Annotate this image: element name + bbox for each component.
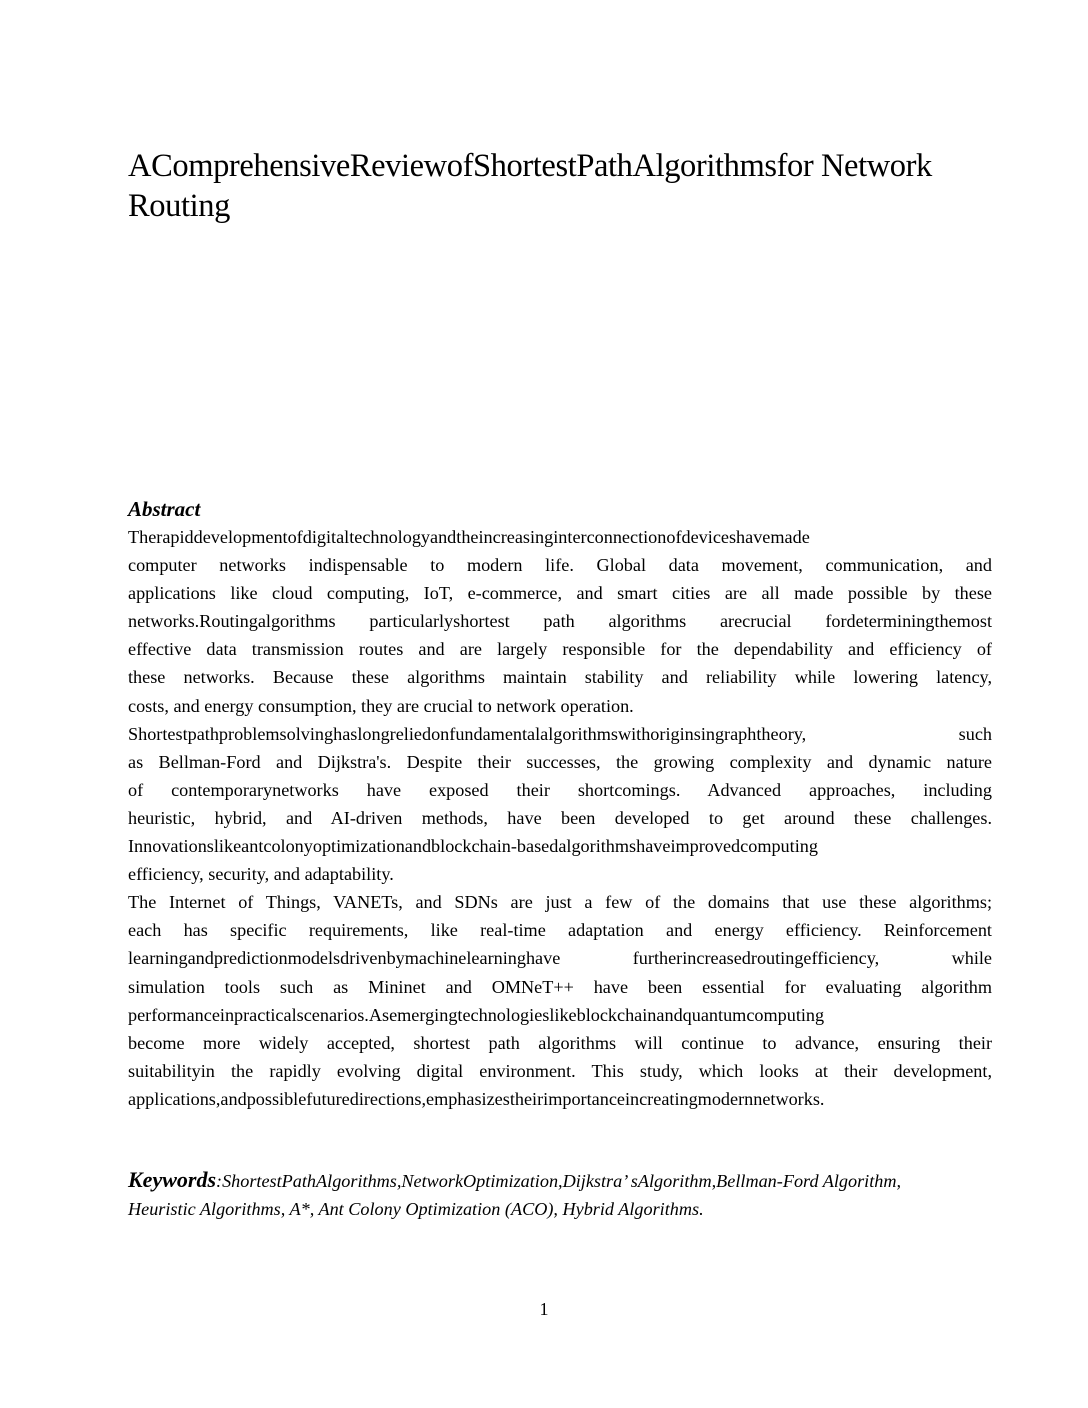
- paper-title: [128, 146, 968, 226]
- abstract-line: networks.Routingalgorithms particularlyshortest path algorithms arecrucial fordeterminingthemost: [128, 611, 992, 632]
- abstract-line: heuristic, hybrid, and AI-driven methods, have been developed to get around these challenges.: [128, 807, 992, 828]
- keywords-text: ShortestPathAlgorithms,NetworkOptimization,Dijkstra’ sAlgorithm,Bellman-Ford Algorithm, Heuristic Algorithms, A*, Ant Colony Optimization (ACO), Hybrid Algorithms.: [128, 1171, 902, 1219]
- abstract-line: Shortestpathproblemsolvinghaslongreliedonfundamentalalgorithmswithoriginsingraphtheory, such: [128, 723, 992, 744]
- keywords-block: [128, 1166, 968, 1223]
- abstract-line: suitabilityin the rapidly evolving digital environment. This study, which looks at their development,: [128, 1060, 992, 1081]
- abstract-line: of contemporarynetworks have exposed their shortcomings. Advanced approaches, including: [128, 779, 992, 800]
- abstract-line: simulation tools such as Mininet and OMNeT++ have been essential for evaluating algorithm: [128, 976, 992, 997]
- abstract-line: as Bellman-Ford and Dijkstra's. Despite their successes, the growing complexity and dynamic nature: [128, 751, 992, 772]
- keywords-label: Keywords: [128, 1167, 216, 1192]
- abstract-line: become more widely accepted, shortest path algorithms will continue to advance, ensuring their: [128, 1032, 992, 1053]
- abstract-line: performanceinpracticalscenarios.Asemergingtechnologieslikeblockchainandquantumcomputing: [128, 1004, 825, 1025]
- abstract-line: applications,andpossiblefuturedirections,emphasizestheirimportanceincreatingmodernnetworks.: [128, 1088, 825, 1109]
- page-number: 1: [539, 1299, 549, 1319]
- paper-title-line-2: Routing: [128, 188, 230, 224]
- abstract-heading: Abstract: [128, 497, 201, 521]
- abstract-line: effective data transmission routes and are largely responsible for the dependability and efficiency of: [128, 639, 992, 660]
- abstract-line: learningandpredictionmodelsdrivenbymachinelearninghave furtherincreasedroutingefficiency, while: [128, 948, 992, 969]
- abstract-line: computer networks indispensable to modern life. Global data movement, communication, and: [128, 555, 992, 576]
- abstract-line: costs, and energy consumption, they are crucial to network operation.: [128, 695, 634, 716]
- abstract-line: Innovationslikeantcolonyoptimizationandblockchain-basedalgorithmshaveimprovedcomputing: [128, 836, 818, 857]
- abstract-line: Therapiddevelopmentofdigitaltechnologyandtheincreasinginterconnectionofdeviceshavemade: [128, 527, 810, 547]
- abstract-line: efficiency, security, and adaptability.: [128, 864, 394, 885]
- abstract-body: [128, 523, 992, 1113]
- abstract-line: each has specific requirements, like real-time adaptation and energy efficiency. Reinforcement: [128, 920, 992, 941]
- abstract-line: these networks. Because these algorithms maintain stability and reliability while lowering latency,: [128, 667, 992, 688]
- paper-title-line-1: AComprehensiveReviewofShortestPathAlgorithmsfor Network: [128, 148, 932, 184]
- keywords-separator: :: [216, 1171, 223, 1191]
- abstract-line: The Internet of Things, VANETs, and SDNs are just a few of the domains that use these algorithms;: [128, 892, 992, 913]
- abstract-line: applications like cloud computing, IoT, e-commerce, and smart cities are all made possible by these: [128, 583, 992, 604]
